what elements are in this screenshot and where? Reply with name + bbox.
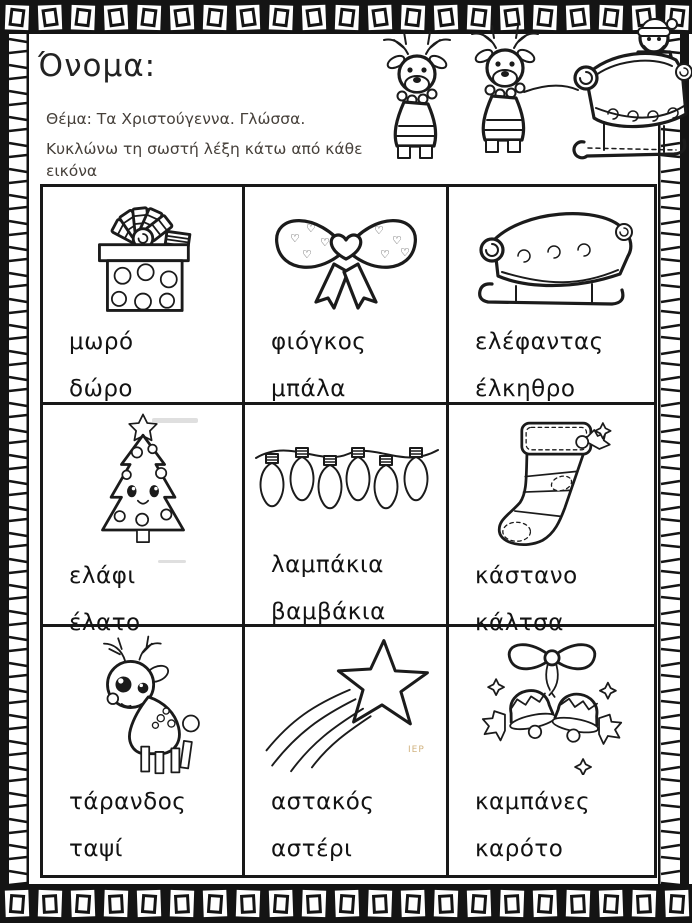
svg-text:♡: ♡ — [391, 234, 402, 247]
svg-text:♡: ♡ — [319, 236, 330, 249]
stocking-icon — [449, 411, 654, 549]
bells-icon — [449, 633, 654, 775]
tiny-color-watermark: ΙΕΡ — [408, 745, 425, 755]
svg-text:♡: ♡ — [373, 224, 384, 237]
cell-tree — [43, 405, 245, 636]
cell-bow — [245, 187, 449, 405]
instruction-line: Κυκλώνω τη σωστή λέξη κάτω από κάθε εικόνα — [46, 140, 363, 181]
word-option[interactable]: καρότο — [475, 836, 564, 862]
word-option[interactable]: έλατο — [69, 610, 141, 636]
word-option[interactable]: ελέφαντας — [475, 329, 604, 355]
svg-text:♡: ♡ — [379, 248, 390, 261]
theme-line: Θέμα: Τα Χριστούγεννα. Γλώσσα. — [46, 110, 306, 128]
svg-text:♡: ♡ — [399, 246, 410, 259]
harness-rope — [524, 86, 578, 92]
string-lights-icon — [245, 411, 446, 538]
word-option[interactable]: βαμβάκια — [271, 599, 386, 625]
word-option[interactable]: μπάλα — [271, 376, 346, 402]
faint-watermark-smudge — [158, 560, 186, 563]
cell-gift — [43, 187, 245, 405]
word-option[interactable]: καμπάνες — [475, 789, 591, 815]
word-option[interactable]: λαμπάκια — [271, 552, 384, 578]
word-option[interactable]: τάρανδος — [69, 789, 187, 815]
cell-sleigh — [449, 187, 654, 405]
word-grid — [40, 184, 657, 878]
word-option[interactable]: κάλτσα — [475, 610, 564, 636]
santa-sleigh-illustration — [368, 18, 692, 170]
word-option[interactable]: δώρο — [69, 376, 134, 402]
border-left-ladder — [0, 34, 30, 884]
sleigh-with-santa — [574, 19, 692, 158]
word-option[interactable]: ελάφι — [69, 563, 136, 589]
svg-text:♡: ♡ — [305, 222, 316, 235]
svg-text:♡: ♡ — [301, 248, 312, 261]
name-field-label: Όνομα: — [38, 48, 157, 84]
word-option[interactable]: φιόγκος — [271, 329, 367, 355]
word-option[interactable]: έλκηθρο — [475, 376, 576, 402]
reindeer-front — [384, 32, 450, 158]
cell-bells — [449, 627, 654, 875]
cell-lights — [245, 405, 449, 627]
sleigh-icon — [449, 193, 654, 315]
word-option[interactable]: αστέρι — [271, 836, 353, 862]
gift-box-icon — [43, 193, 242, 315]
christmas-tree-icon — [43, 411, 242, 549]
reindeer-back — [472, 26, 538, 152]
word-option[interactable]: μωρό — [69, 329, 134, 355]
word-option[interactable]: αστακός — [271, 789, 375, 815]
ribbon-bow-icon — [245, 193, 446, 315]
baby-reindeer-icon — [43, 633, 242, 775]
faint-watermark-smudge — [152, 418, 198, 423]
cell-reindeer — [43, 627, 245, 875]
word-option[interactable]: κάστανο — [475, 563, 578, 589]
svg-text:♡: ♡ — [289, 232, 300, 245]
word-option[interactable]: ταψί — [69, 836, 123, 862]
cell-stocking — [449, 405, 654, 636]
border-bottom-squares — [0, 884, 692, 923]
